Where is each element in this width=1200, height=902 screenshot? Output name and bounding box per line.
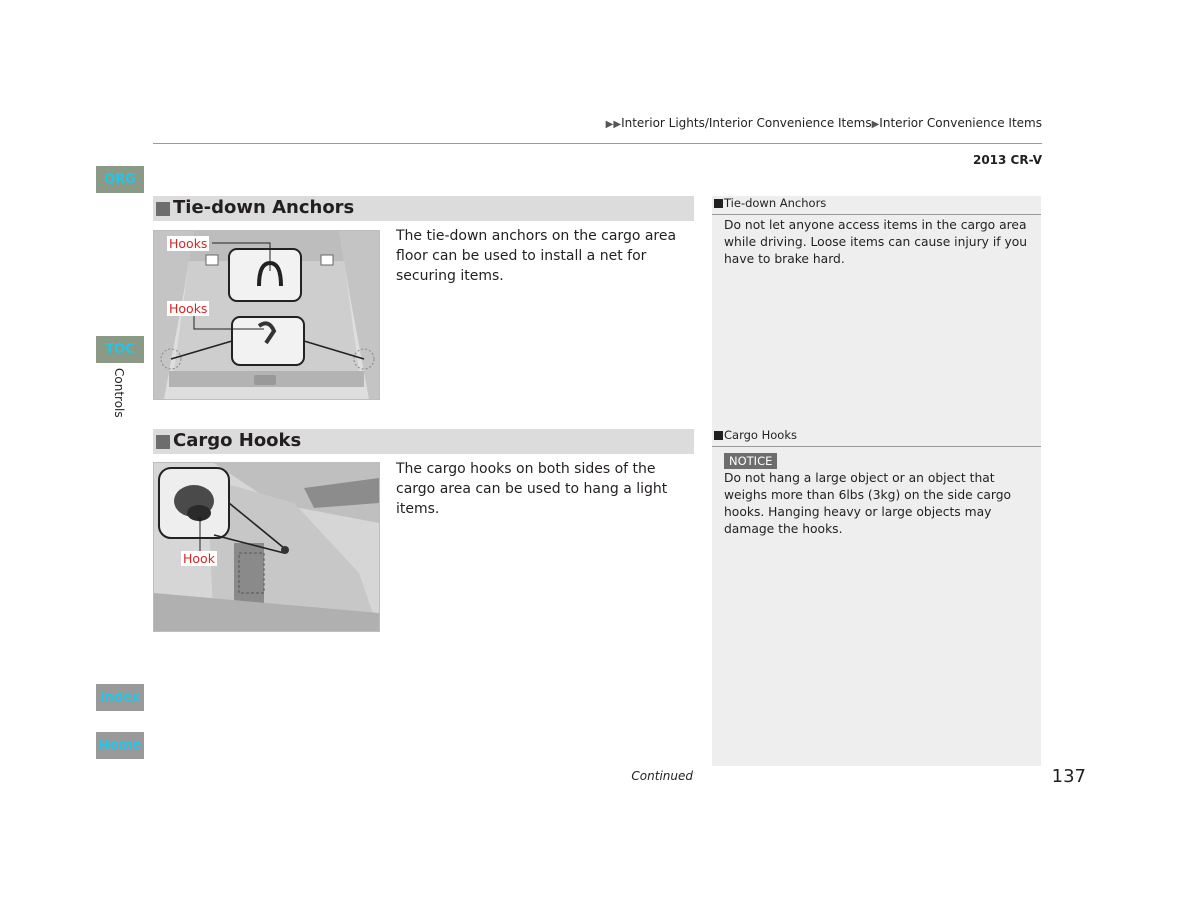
index-button[interactable]: Index <box>96 684 144 711</box>
sidebar-title-tie-down[interactable] <box>712 196 1041 215</box>
cargo-hooks-description: The cargo hooks on both sides of the cargo area can be used to hang a light items. <box>396 461 668 517</box>
hooks-callout-bottom: Hooks <box>169 301 208 316</box>
qrg-button[interactable]: QRG <box>96 166 144 193</box>
notice-badge: NOTICE <box>724 453 777 469</box>
cargo-hooks-figure <box>153 462 380 632</box>
header-divider <box>153 143 1042 144</box>
model-label: 2013 CR-V <box>972 153 1042 167</box>
home-button[interactable]: Home <box>96 732 144 759</box>
breadcrumb-part-1[interactable]: Interior Lights/Interior Convenience Items <box>621 116 872 130</box>
sidebar-title-cargo-hooks[interactable] <box>712 428 1041 447</box>
reference-marker-icon <box>714 431 723 440</box>
tie-down-sidebar-text: Do not let anyone access items in the cargo area while driving. Loose items can cause injury if you have to brake hard. <box>724 218 1028 266</box>
breadcrumb-part-2[interactable]: Interior Convenience Items <box>879 116 1042 130</box>
square-bullet-icon <box>156 202 170 216</box>
section-header-cargo-hooks <box>153 429 694 454</box>
chapter-side-label <box>96 368 144 428</box>
cargo-hooks-sidebar-text: Do not hang a large object or an object that weighs more than 6lbs (3kg) on the side cargo hooks. Hanging heavy or large objects may damage the hooks. <box>724 471 1012 536</box>
continued-label: Continued <box>631 769 693 783</box>
section-title: Tie-down Anchors <box>173 197 355 218</box>
sidebar-title-text: Tie-down Anchors <box>724 196 827 210</box>
hook-callout: Hook <box>183 551 215 566</box>
toc-button[interactable]: TOC <box>96 336 144 363</box>
cargo-side-illustration <box>154 463 379 631</box>
double-arrow-icon: ▶▶ <box>605 119 622 130</box>
sidebar-title-text: Cargo Hooks <box>724 428 797 442</box>
hooks-callout-top: Hooks <box>169 236 208 251</box>
breadcrumb <box>560 116 1042 130</box>
arrow-icon: ▶ <box>871 119 880 130</box>
page-number: 137 <box>1051 766 1086 787</box>
chapter-label-text: Controls <box>112 368 126 418</box>
reference-marker-icon <box>714 199 723 208</box>
section-header-tie-down <box>153 196 694 221</box>
section-title: Cargo Hooks <box>173 430 302 451</box>
tie-down-description: The tie-down anchors on the cargo area floor can be used to install a net for securing items. <box>396 228 677 284</box>
square-bullet-icon <box>156 435 170 449</box>
